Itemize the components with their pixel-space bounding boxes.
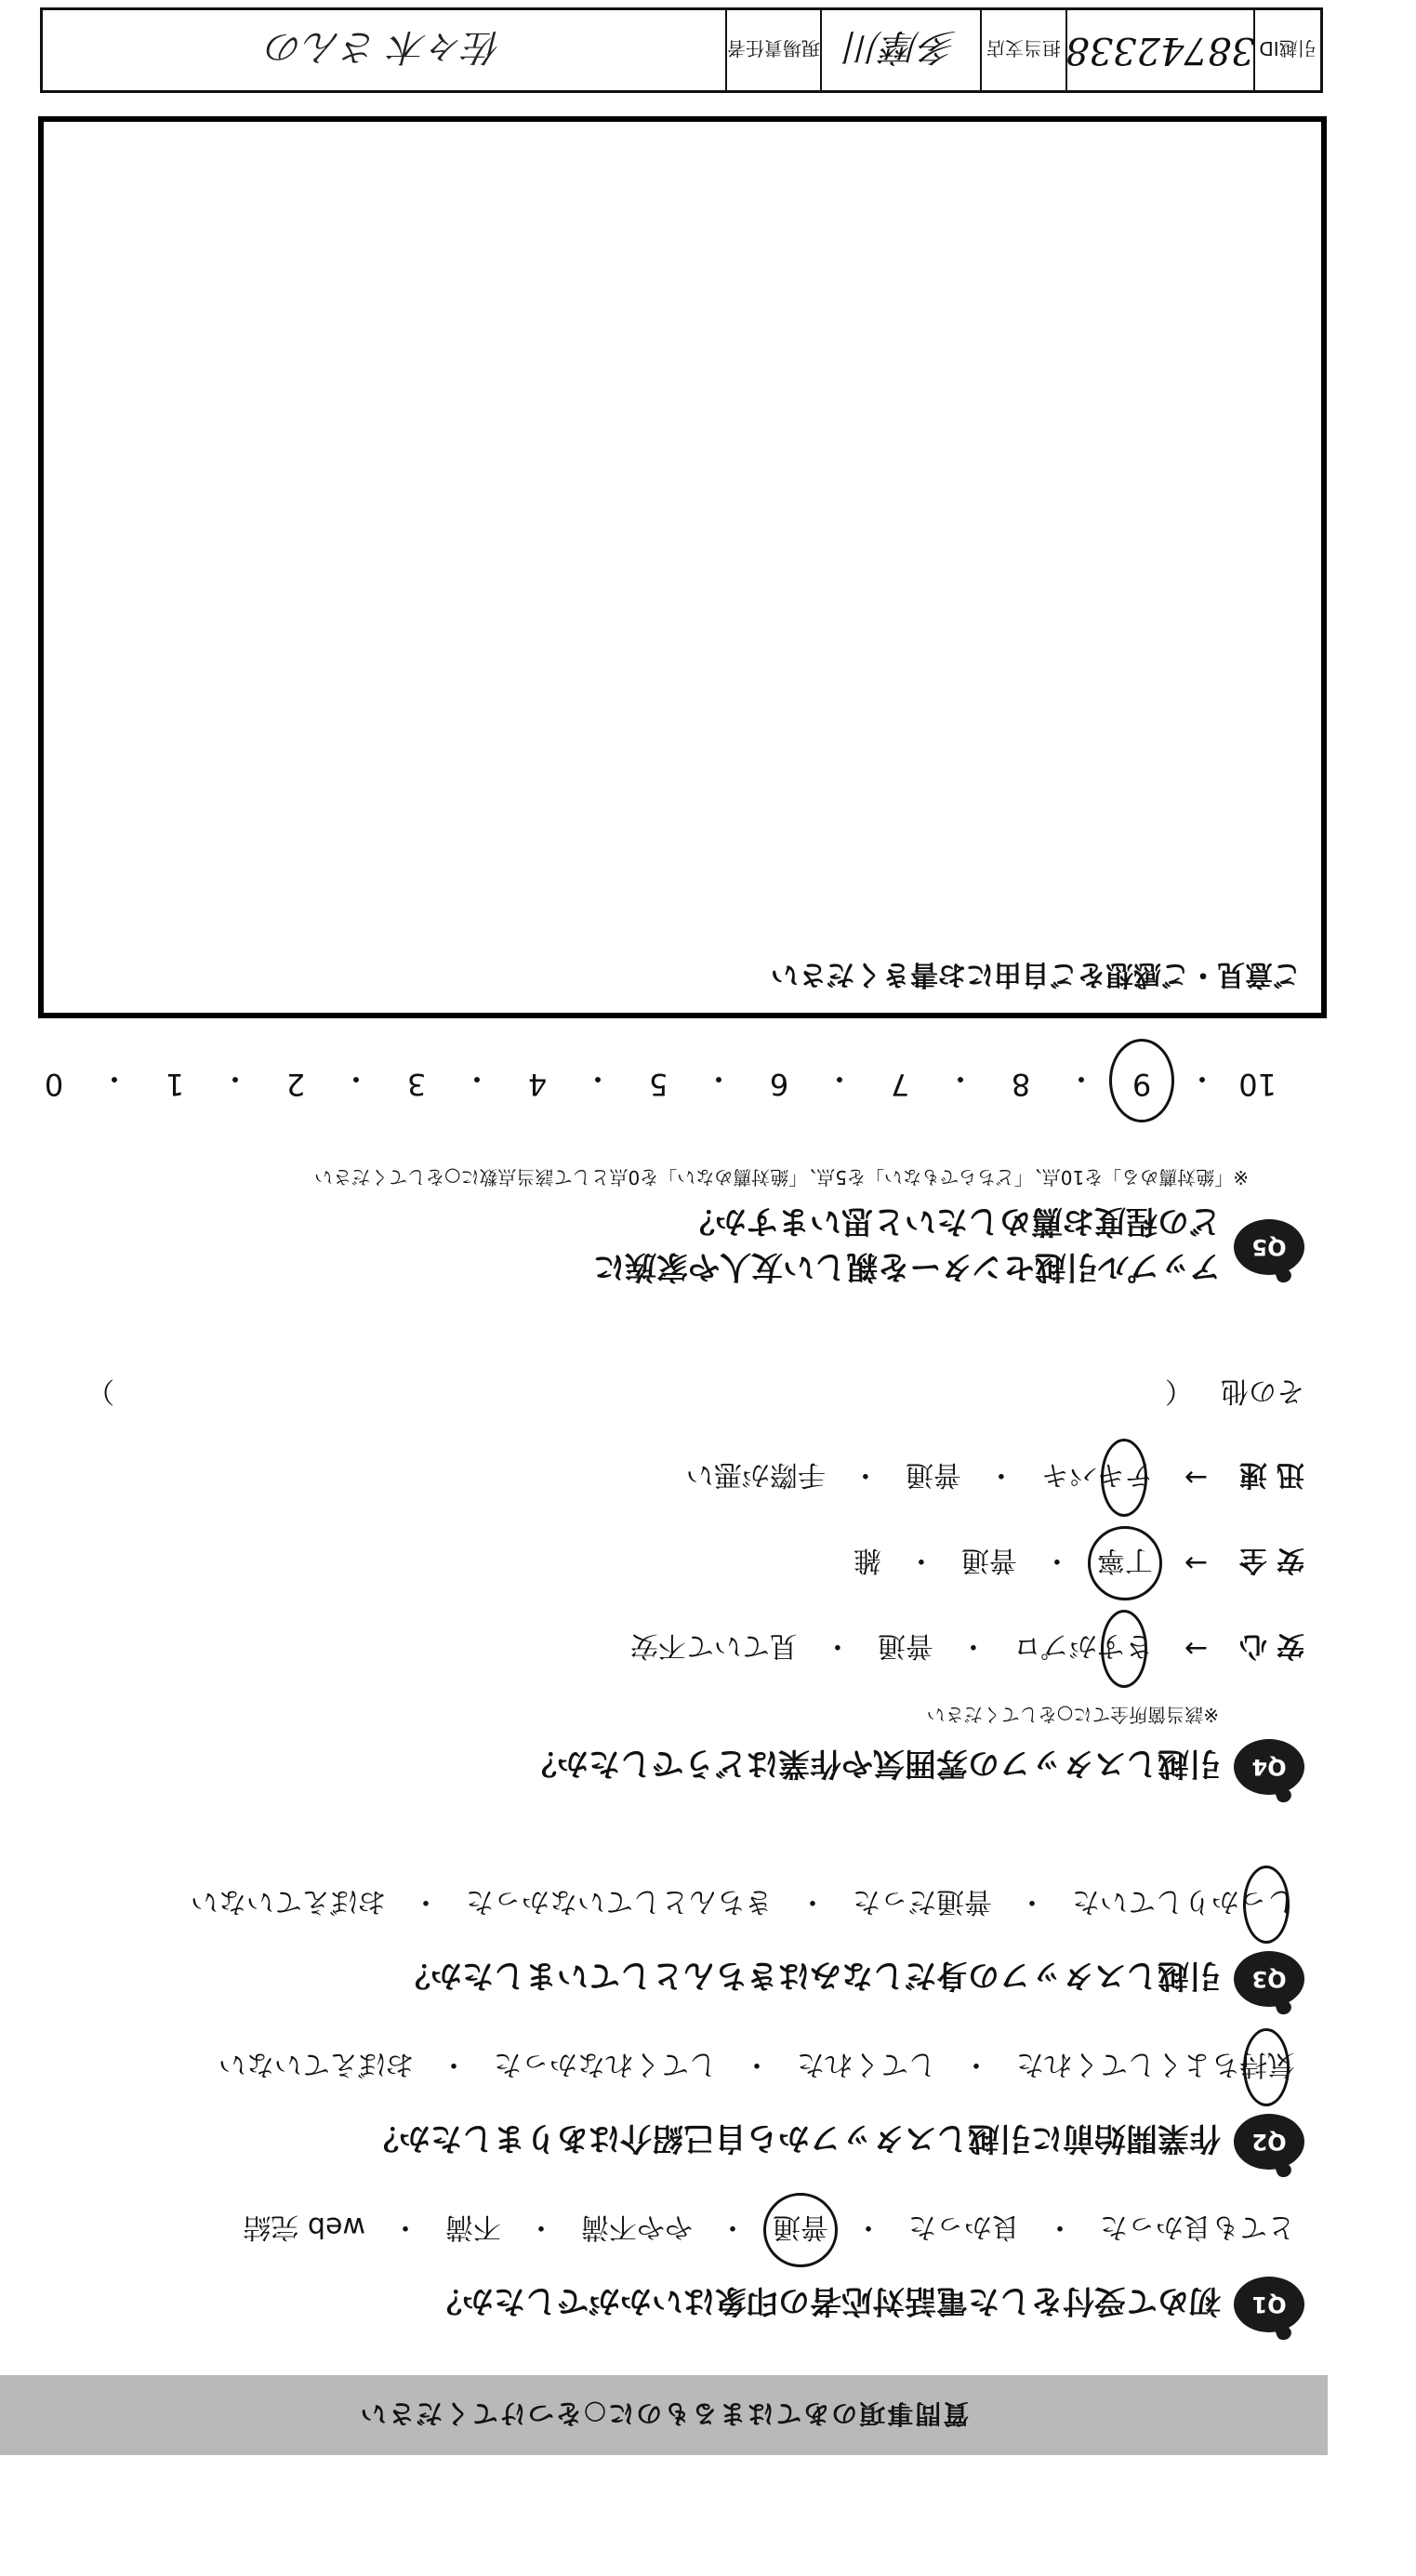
leader-value[interactable]: 佐々木 さんの [266, 25, 502, 69]
question-4 [86, 1333, 1304, 1795]
q1-option-selected[interactable]: 普通 [769, 2208, 832, 2252]
q2-options: 気持ちよくしてくれた ・ してくれた ・ してくれなかった ・ おぼえていない [215, 2045, 1299, 2090]
q1-option[interactable]: 良かった [908, 2211, 1020, 2243]
q2-option[interactable]: おぼえていない [218, 2048, 414, 2080]
q5-badge: Q5 [1234, 1219, 1304, 1275]
q5-note: ※「絶対薦める」を10点、「どちらでもない」を5点、「絶対薦めない」を0点として該当点数に○をしてください [314, 1166, 1249, 1188]
q4-option[interactable]: 見ていて不安 [629, 1629, 798, 1662]
score-option[interactable]: 2 [285, 1067, 306, 1102]
q4-other-label: その他 [1221, 1374, 1304, 1407]
q5-text-line2: どの程度お薦めしたいと思いますか？ [683, 1202, 1221, 1240]
q4-option[interactable]: 普通 [905, 1458, 961, 1491]
q3-badge: Q3 [1234, 1951, 1304, 2007]
q4-note: ※該当箇所全てに○をしてください [926, 1704, 1219, 1726]
score-option[interactable]: 10 [1238, 1067, 1277, 1102]
q2-option-selected[interactable]: 気持ちよくしてくれた [1012, 2045, 1299, 2090]
leader-label: 現場責任者 [725, 10, 820, 90]
instruction-band [0, 2375, 1328, 2455]
q4-rows [86, 1374, 1304, 1671]
q4-option-selected[interactable]: さすがプロ [1010, 1627, 1157, 1671]
q3-option[interactable]: おぼえていない [191, 1885, 386, 1918]
q4-option-selected[interactable]: テキパキ [1038, 1455, 1157, 1500]
q4-option[interactable]: 雑 [853, 1544, 881, 1576]
q5-score-scale: 10 ・ 9 ・ 8 ・ 7 ・ 6 ・ 5 ・ 4 ・ 3 ・ 2 ・ 1 ・ 0 [40, 1059, 1277, 1102]
score-option[interactable]: 5 [648, 1067, 668, 1102]
q1-option[interactable]: とても良かった [1100, 2211, 1295, 2243]
q1-text: 初めて受付をした電話対応者の印象はいかがでしたか？ [430, 2282, 1221, 2320]
q4-option[interactable]: 普通 [877, 1629, 933, 1662]
score-option[interactable]: 1 [165, 1067, 185, 1102]
q2-badge: Q2 [1234, 2114, 1304, 2170]
q4-row-other: その他 （ ） [86, 1374, 1304, 1414]
q1-option[interactable]: やや不満 [581, 2211, 693, 2243]
q1-option[interactable]: 不満 [445, 2211, 501, 2243]
q1-badge: Q1 [1234, 2277, 1304, 2332]
question-3 [187, 1882, 1304, 2007]
q2-text: 作業開始前に引越しスタッフから自己紹介はありましたか？ [367, 2119, 1221, 2158]
score-option[interactable]: 6 [769, 1067, 789, 1102]
comment-label: ご意見・ご感想をご自由にお書きください [771, 958, 1301, 990]
q5-text-line1: アップル引越センターを親しい友人や家族に [593, 1248, 1221, 1285]
id-value[interactable]: 38742338 [1065, 10, 1253, 90]
q4-row-label: 安心 [1230, 1629, 1304, 1662]
q4-row-jinsoku: 迅速 → テキパキ ・ 普通 ・ 手際が悪い [86, 1455, 1304, 1500]
score-option[interactable]: 4 [527, 1067, 548, 1102]
comment-box[interactable] [38, 116, 1327, 1018]
q1-option[interactable]: web 完結 [243, 2211, 365, 2243]
score-option[interactable]: 8 [1011, 1067, 1031, 1102]
q4-row-label: 安全 [1230, 1544, 1304, 1576]
question-5 [314, 1165, 1304, 1293]
score-option[interactable]: 3 [406, 1067, 427, 1102]
q3-options: しっかりしていた ・ 普通だった ・ きちんとしていなかった ・ おぼえていない [187, 1882, 1299, 1927]
question-1 [239, 2208, 1304, 2332]
score-option[interactable]: 7 [890, 1067, 910, 1102]
q4-row-label: 迅速 [1230, 1458, 1304, 1491]
instruction-text: 質問事項のあてはまるものに○をつけてください [358, 2398, 970, 2429]
q3-option-selected[interactable]: しっかりしていた [1068, 1882, 1299, 1927]
q4-option-selected[interactable]: 丁寧 [1093, 1541, 1157, 1586]
q4-row-anzen: 安全 → 丁寧 ・ 普通 ・ 雑 [86, 1541, 1304, 1586]
q3-option[interactable]: きちんとしていなかった [466, 1885, 773, 1918]
q3-option[interactable]: 普通だった [853, 1885, 992, 1918]
q4-text: 引越しスタッフの雰囲気や作業はどうでしたか？ [525, 1745, 1221, 1783]
q4-badge: Q4 [1234, 1739, 1304, 1795]
q3-text: 引越しスタッフの身だしなみはきちんとしていましたか？ [399, 1957, 1221, 1995]
q1-options: とても良かった ・ 良かった ・ 普通 ・ やや不満 ・ 不満 ・ web 完結 [239, 2208, 1299, 2252]
q2-option[interactable]: してくれなかった [494, 2048, 717, 2080]
score-option[interactable]: 0 [44, 1067, 64, 1102]
branch-label: 担当支店 [980, 10, 1065, 90]
q2-option[interactable]: してくれた [797, 2048, 936, 2080]
branch-value[interactable]: 多摩川 [820, 10, 980, 90]
question-2 [215, 2045, 1304, 2170]
footer-id-table [40, 7, 1323, 93]
id-label: 引越ID [1253, 10, 1320, 90]
q4-option[interactable]: 普通 [960, 1544, 1017, 1576]
q4-row-anshin: 安心 → さすがプロ ・ 普通 ・ 見ていて不安 [86, 1627, 1304, 1671]
score-option-selected[interactable]: 9 [1128, 1059, 1156, 1102]
q4-option[interactable]: 手際が悪い [685, 1458, 826, 1491]
